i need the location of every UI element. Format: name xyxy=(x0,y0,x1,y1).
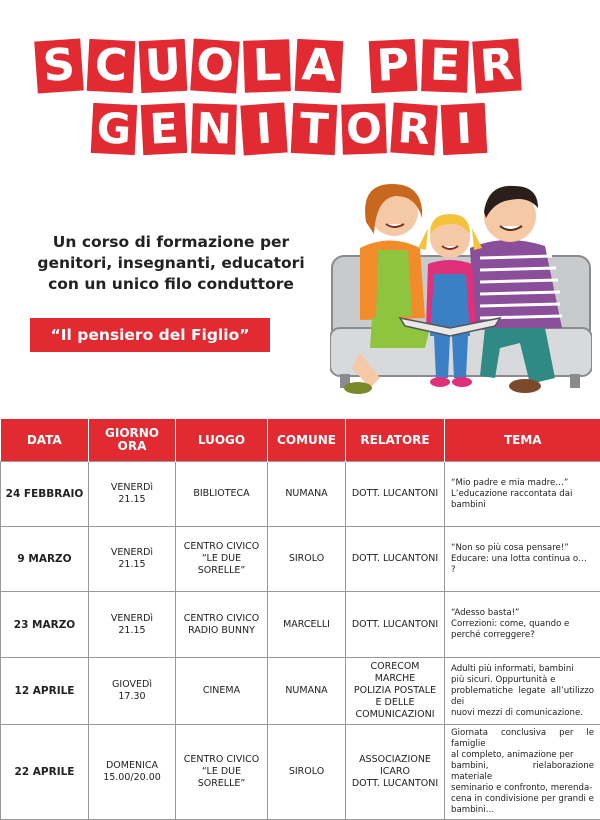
table-row xyxy=(1,658,600,725)
header-relatore: RELATORE xyxy=(346,419,445,462)
header-tema: TEMA xyxy=(445,419,600,462)
cell-comune: MARCELLI xyxy=(268,592,346,658)
cell-comune: NUMANA xyxy=(268,462,346,527)
title-letter: T xyxy=(291,103,338,155)
cell-giorno-ora: DOMENICA 15.00/20.00 xyxy=(89,725,176,820)
cell-giorno-ora: VENERDì 21.15 xyxy=(89,527,176,592)
title-letter: G xyxy=(91,103,138,155)
cell-giorno-ora: GIOVEDì 17.30 xyxy=(89,658,176,725)
title-letter: R xyxy=(472,38,522,93)
cell-relatore: ASSOCIAZIONE ICARO DOTT. LUCANTONI xyxy=(346,725,445,820)
title-line-1 xyxy=(36,40,526,92)
cell-luogo: CINEMA xyxy=(176,658,268,725)
description-line: Un corso di formazione per xyxy=(22,232,320,253)
title-letter: N xyxy=(191,103,237,155)
cell-data: 24 FEBBRAIO xyxy=(1,462,89,527)
cell-data: 22 APRILE xyxy=(1,725,89,820)
cell-comune: SIROLO xyxy=(268,527,346,592)
title-letter: I xyxy=(240,103,287,156)
title-letter: S xyxy=(34,38,84,93)
header-comune: COMUNE xyxy=(268,419,346,462)
table-header-row xyxy=(1,419,600,462)
cell-tema: Giornata conclusiva per le famiglie al completo, animazione per bambini, rielaborazione materiale seminario e confronto, merenda- cena in condivisione per grandi e bambini… xyxy=(445,725,600,820)
cell-relatore: CORECOM MARCHE POLIZIA POSTALE E DELLE COMUNICAZIONI xyxy=(346,658,445,725)
cell-relatore: DOTT. LUCANTONI xyxy=(346,462,445,527)
title-letter: O xyxy=(190,38,240,93)
course-theme-banner: “Il pensiero del Figlio” xyxy=(30,318,270,352)
header-giorno-ora: GIORNO ORA xyxy=(89,419,176,462)
cell-tema: “Adesso basta!” Correzioni: come, quando e perché correggere? xyxy=(445,592,600,658)
cell-comune: NUMANA xyxy=(268,658,346,725)
cell-tema: “Mio padre e mia madre…” L’educazione raccontata dai bambini xyxy=(445,462,600,527)
cell-giorno-ora: VENERDì 21.15 xyxy=(89,592,176,658)
schedule-table xyxy=(0,419,600,820)
cell-giorno-ora: VENERDì 21.15 xyxy=(89,462,176,527)
title-letter: E xyxy=(421,39,469,93)
cell-relatore: DOTT. LUCANTONI xyxy=(346,527,445,592)
poster-title xyxy=(0,0,600,170)
table-row xyxy=(1,592,600,658)
title-letter: P xyxy=(369,39,418,93)
family-illustration xyxy=(330,178,592,408)
cell-tema: Adulti più informati, bambini più sicuri. Oppurtunità e problematiche legate all’utilizzo dei nuovi mezzi di comunicazione. xyxy=(445,658,600,725)
cell-luogo: CENTRO CIVICO “LE DUE SORELLE” xyxy=(176,527,268,592)
title-letter: O xyxy=(341,103,387,155)
cell-data: 12 APRILE xyxy=(1,658,89,725)
cell-data: 9 MARZO xyxy=(1,527,89,592)
cell-data: 23 MARZO xyxy=(1,592,89,658)
cell-tema: “Non so più cosa pensare!” Educare: una lotta continua o… ? xyxy=(445,527,600,592)
description-line: genitori, insegnanti, educatori xyxy=(22,253,320,274)
table-row xyxy=(1,725,600,820)
table-row xyxy=(1,462,600,527)
title-letter: U xyxy=(139,39,188,93)
title-letter: C xyxy=(87,39,136,93)
title-letter: R xyxy=(390,103,437,156)
description-line: con un unico filo conduttore xyxy=(22,274,320,295)
title-letter: L xyxy=(243,39,291,93)
course-description xyxy=(22,232,320,295)
table-row xyxy=(1,527,600,592)
cell-luogo: BIBLIOTECA xyxy=(176,462,268,527)
cell-luogo: CENTRO CIVICO RADIO BUNNY xyxy=(176,592,268,658)
title-letter: E xyxy=(141,103,188,155)
title-line-2 xyxy=(92,104,492,154)
header-data: DATA xyxy=(1,419,89,462)
title-letter: A xyxy=(295,39,344,93)
header-luogo: LUOGO xyxy=(176,419,268,462)
title-letter: I xyxy=(441,103,488,155)
cell-relatore: DOTT. LUCANTONI xyxy=(346,592,445,658)
cell-luogo: CENTRO CIVICO “LE DUE SORELLE” xyxy=(176,725,268,820)
cell-comune: SIROLO xyxy=(268,725,346,820)
